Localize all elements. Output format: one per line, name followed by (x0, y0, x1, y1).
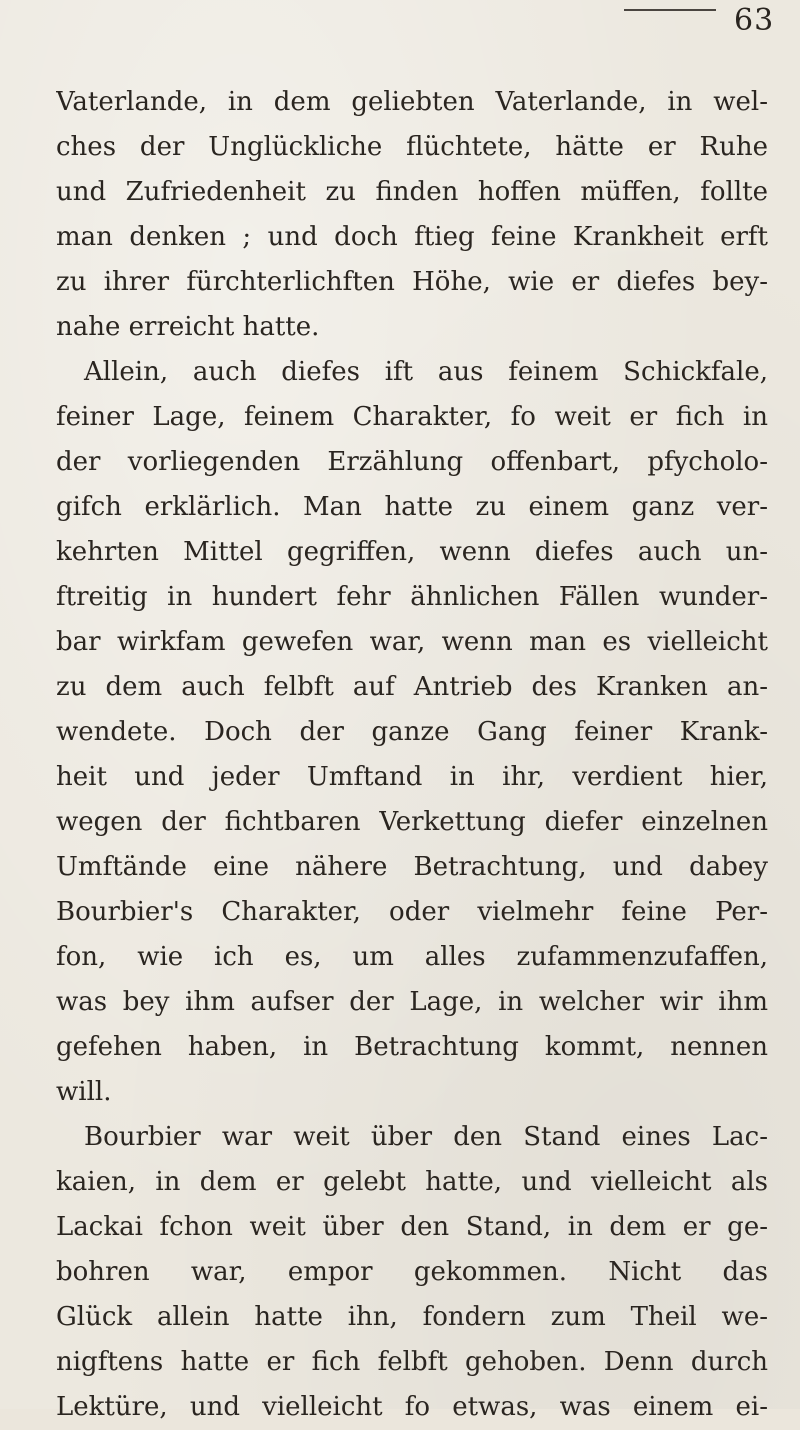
text-line: ches der Unglückliche flüchtete, hätte er Ruhe (56, 132, 768, 162)
text-line: kehrten Mittel gegriffen, wenn diefes auch un- (56, 537, 768, 567)
text-line: feiner Lage, feinem Charakter, fo weit er fich in (56, 402, 768, 432)
text-line: bar wirkfam gewefen war, wenn man es vielleicht (56, 627, 768, 657)
text-line: nahe erreicht hatte. (56, 312, 320, 342)
page-number: 63 (734, 3, 775, 38)
text-line: zu dem auch felbft auf Antrieb des Kranken an- (56, 672, 768, 702)
text-line: was bey ihm aufser der Lage, in welcher wir ihm (56, 987, 768, 1017)
text-line: gifch erklärlich. Man hatte zu einem ganz ver- (56, 492, 768, 522)
text-line: der vorliegenden Erzählung offenbart, pfycholo- (56, 447, 768, 477)
text-line: und Zufriedenheit zu finden hoffen müffen, follte (56, 177, 768, 207)
paragraph (56, 1115, 768, 1430)
text-line: nigftens hatte er fich felbft gehoben. Denn durch (56, 1347, 768, 1377)
text-line: man denken ; und doch ftieg feine Krankheit erft (56, 222, 768, 252)
text-line: Lektüre, und vielleicht fo etwas, was einem ei- (56, 1392, 768, 1422)
paragraph (56, 80, 768, 350)
text-line: Bourbier war weit über den Stand eines Lac- (84, 1122, 768, 1152)
text-line: Allein, auch diefes ift aus feinem Schickfale, (84, 357, 768, 387)
text-line: ftreitig in hundert fehr ähnlichen Fällen wunder- (56, 582, 768, 612)
text-line: Vaterlande, in dem geliebten Vaterlande, in wel- (56, 87, 768, 117)
header-rule (624, 9, 716, 11)
text-line: fon, wie ich es, um alles zufammenzufaffen, (56, 942, 768, 972)
text-line: wegen der fichtbaren Verkettung diefer einzelnen (56, 807, 768, 837)
text-line: bohren war, empor gekommen. Nicht das (56, 1257, 768, 1287)
text-line: zu ihrer fürchterlichften Höhe, wie er diefes bey- (56, 267, 768, 297)
text-line: Bourbier's Charakter, oder vielmehr feine Per- (56, 897, 768, 927)
text-line: heit und jeder Umftand in ihr, verdient hier, (56, 762, 768, 792)
text-line: will. (56, 1077, 112, 1107)
text-line: wendete. Doch der ganze Gang feiner Krank- (56, 717, 768, 747)
text-line: Glück allein hatte ihn, fondern zum Theil we- (56, 1302, 768, 1332)
body-text (56, 80, 768, 1430)
paragraph (56, 350, 768, 1115)
text-line: Umftände eine nähere Betrachtung, und dabey (56, 852, 768, 882)
text-line: gefehen haben, in Betrachtung kommt, nennen (56, 1032, 768, 1062)
text-line: Lackai fchon weit über den Stand, in dem er ge- (56, 1212, 768, 1242)
text-line: kaien, in dem er gelebt hatte, und vielleicht als (56, 1167, 768, 1197)
